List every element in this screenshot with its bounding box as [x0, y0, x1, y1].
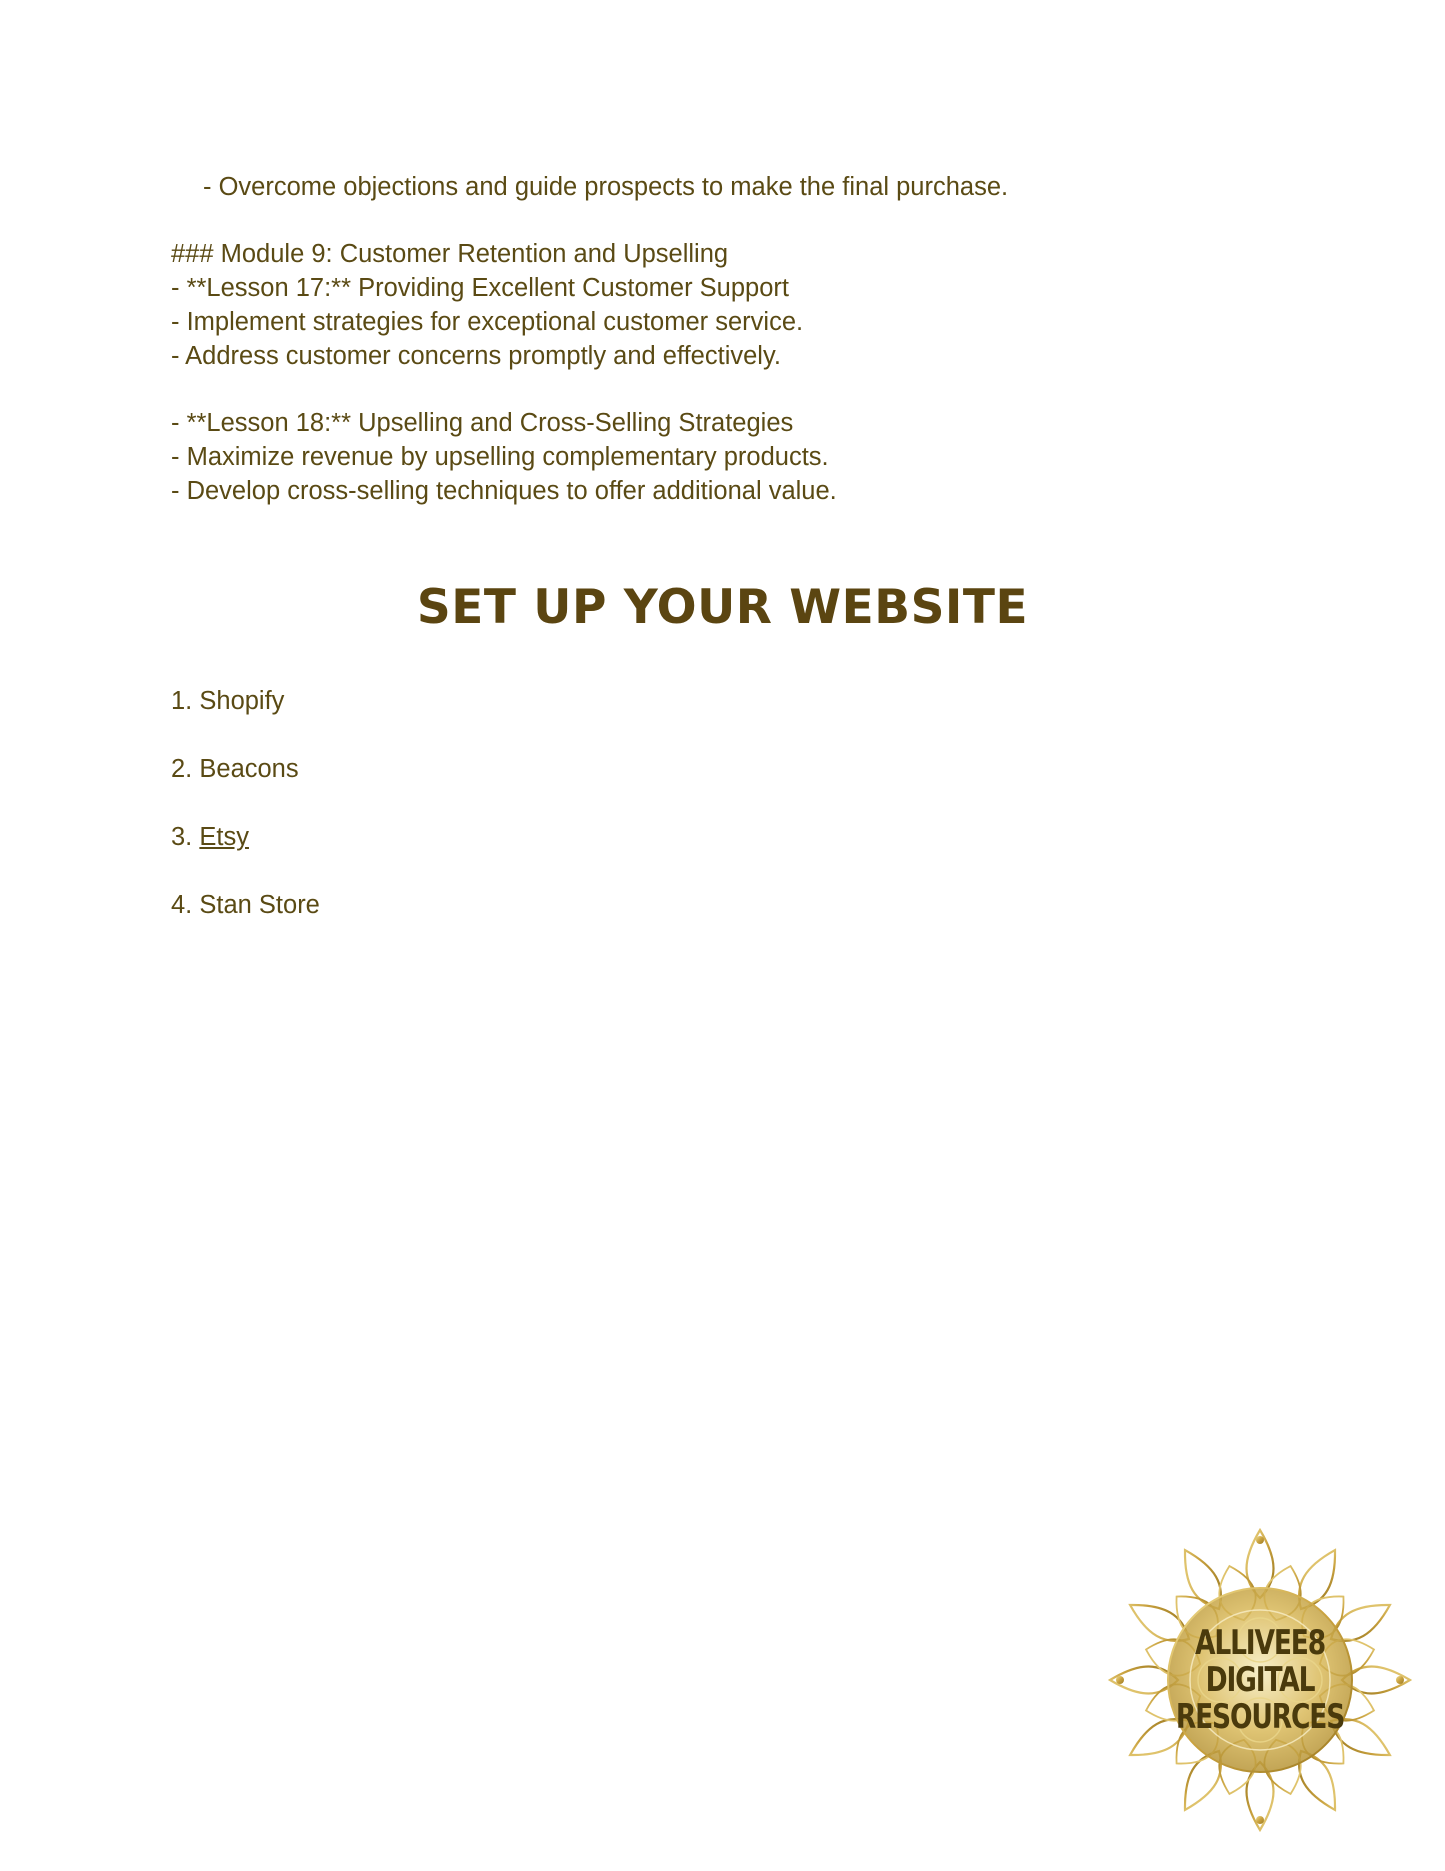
logo-text	[1139, 1625, 1381, 1736]
logo-line-3: RESOURCES	[1175, 1697, 1345, 1737]
list-item-beacons	[171, 752, 299, 786]
logo-line-2: DIGITAL	[1205, 1660, 1315, 1700]
list-number: 1.	[171, 687, 193, 715]
list-number: 4.	[171, 891, 193, 919]
list-label: Beacons	[199, 755, 299, 783]
lesson-18-title: - **Lesson 18:** Upselling and Cross-Selling Strategies	[171, 409, 794, 437]
bullet-overcome-objections: - Overcome objections and guide prospects to make the final purchase.	[203, 173, 1009, 201]
lesson-17-title: - **Lesson 17:** Providing Excellent Customer Support	[171, 274, 789, 302]
list-number: 2.	[171, 755, 193, 783]
etsy-link[interactable]: Etsy	[199, 823, 249, 851]
list-item-shopify	[171, 684, 284, 718]
list-label: Stan Store	[199, 891, 320, 919]
bullet-implement-strategies: - Implement strategies for exceptional customer service.	[171, 308, 804, 336]
list-number: 3.	[171, 823, 193, 851]
bullet-cross-selling: - Develop cross-selling techniques to offer additional value.	[171, 477, 837, 505]
section-title: SET UP YOUR WEBSITE	[416, 580, 1029, 635]
brand-logo	[1105, 1525, 1415, 1835]
bullet-maximize-revenue: - Maximize revenue by upselling complementary products.	[171, 443, 829, 471]
bullet-address-concerns: - Address customer concerns promptly and effectively.	[171, 342, 781, 370]
module-9-heading: ### Module 9: Customer Retention and Upselling	[171, 240, 729, 268]
logo-line-1: ALLIVEE8	[1194, 1623, 1326, 1663]
list-item-stan-store	[171, 888, 320, 922]
list-label: Shopify	[199, 687, 285, 715]
list-item-etsy	[171, 820, 249, 854]
